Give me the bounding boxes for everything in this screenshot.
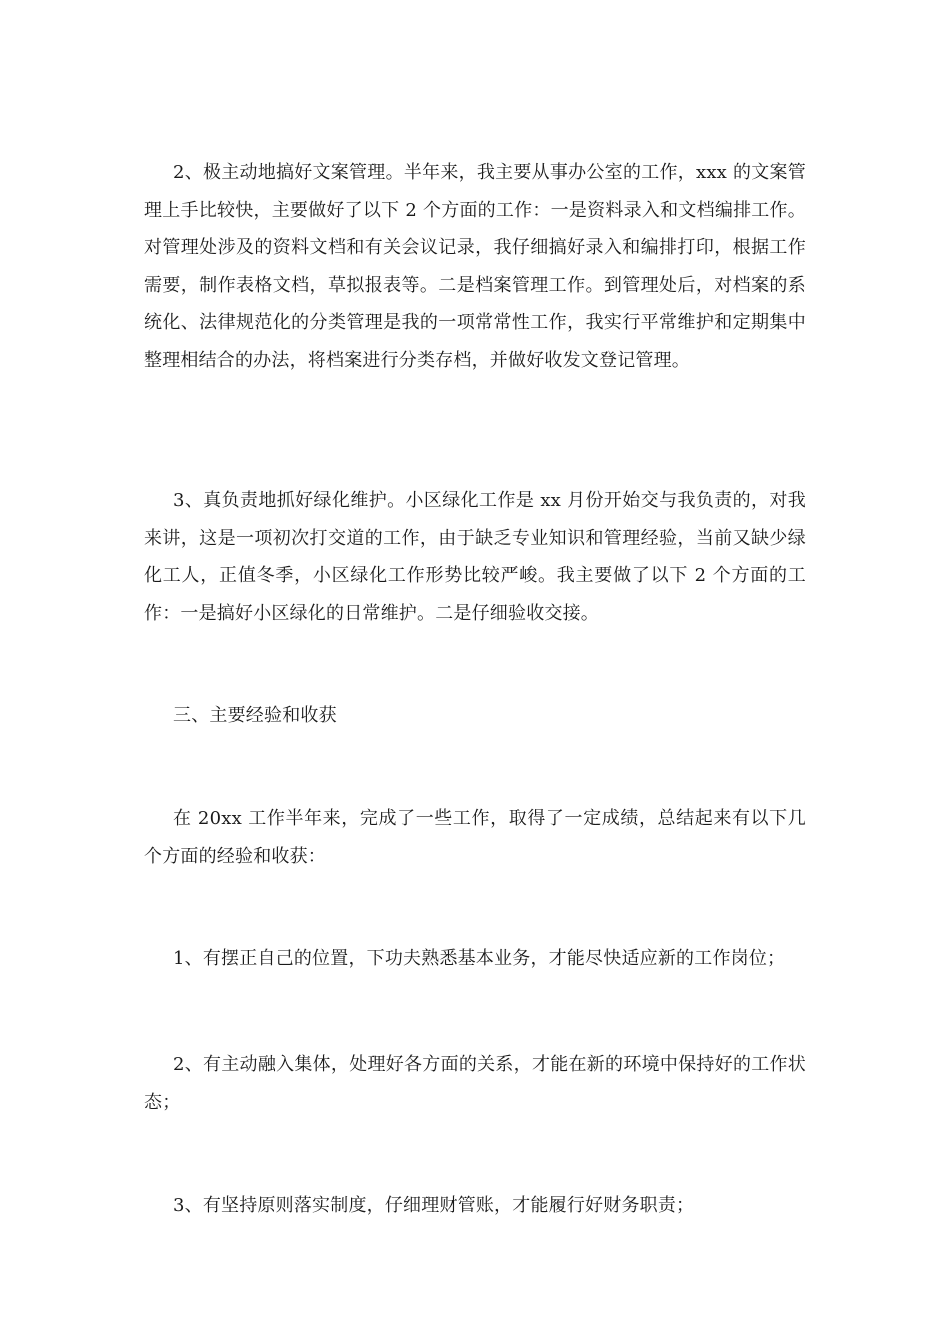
paragraph-document-management: 2、极主动地搞好文案管理。半年来，我主要从事办公室的工作，xxx 的文案管理上手比较快，主要做好了以下 2 个方面的工作：一是资料录入和文档编排工作。对管理处涉及的资料文档和有关会议记录，我仔细搞好录入和编排打印，根据工作需要，制作表格文档，草拟报表等。二是档案管理工作。到管理处后，对档案的系统化、法律规范化的分类管理是我的一项常常性工作，我实行平常维护和定期集中整理相结合的办法，将档案进行分类存档，并做好收发文登记管理。	[144, 162, 806, 371]
list-item-position: 1、有摆正自己的位置，下功夫熟悉基本业务，才能尽快适应新的工作岗位；	[173, 948, 786, 969]
list-item-collective: 2、有主动融入集体，处理好各方面的关系，才能在新的环境中保持好的工作状态；	[144, 1054, 806, 1113]
section-heading-experience: 三、主要经验和收获	[173, 705, 337, 726]
list-item-principles: 3、有坚持原则落实制度，仔细理财管账，才能履行好财务职责；	[173, 1195, 695, 1216]
paragraph-greening-maintenance: 3、真负责地抓好绿化维护。小区绿化工作是 xx 月份开始交与我负责的，对我来讲，这是一项初次打交道的工作，由于缺乏专业知识和管理经验，当前又缺少绿化工人，正值冬季，小区绿化工作形势比较严峻。我主要做了以下 2 个方面的工作：一是搞好小区绿化的日常维护。二是仔细验收交接。	[144, 490, 806, 624]
paragraph-summary-intro: 在 20xx 工作半年来，完成了一些工作，取得了一定成绩，总结起来有以下几个方面的经验和收获：	[144, 808, 806, 867]
